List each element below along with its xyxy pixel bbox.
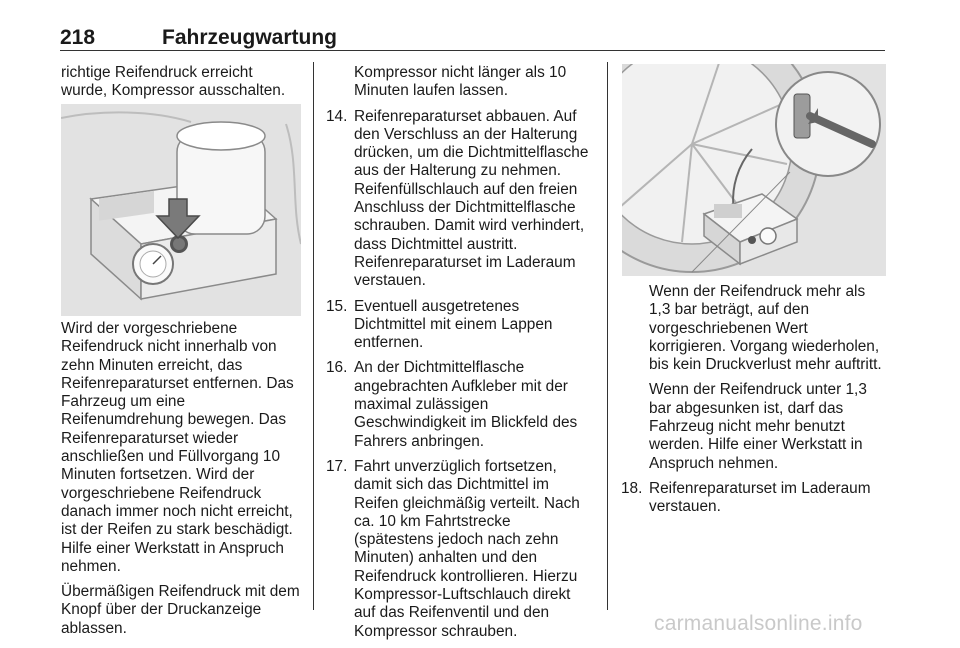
step-number: 18. bbox=[621, 479, 643, 497]
paragraph: Wenn der Reifendruck unter 1,3 bar abgesunken ist, darf das Fahrzeug nicht mehr benutzt werden. Hilfe einer Werkstatt in Anspruch nehmen. bbox=[649, 381, 867, 472]
page-number: 218 bbox=[60, 26, 96, 49]
list-item bbox=[621, 480, 885, 517]
list-item bbox=[326, 458, 592, 641]
column-divider-right bbox=[607, 62, 608, 610]
page-header bbox=[60, 26, 885, 56]
step-text: Eventuell ausgetretenes Dichtmittel mit einem Lappen entfernen. bbox=[354, 297, 553, 352]
list-item bbox=[326, 359, 592, 450]
compressor-figure bbox=[61, 104, 301, 316]
column-1-lower bbox=[61, 320, 301, 645]
step-text: Fahrt unverzüglich fortsetzen, damit sich das Dichtmittel im Reifen gleichmäßig verteilt. Nach ca. 10 km Fahrtstrecke (spätestens jedoch nach zehn Minuten) anhalten und den Reifendruck kontrollieren. Hierzu Kompressor-Luftschlauch direkt auf das Reifenventil und den Kompressor schrauben. bbox=[354, 457, 580, 640]
step-text: An der Dichtmittelflasche angebrachten Aufkleber mit der maximal zulässigen Geschwindigkeit im Blickfeld des Fahrers anbringen. bbox=[354, 359, 578, 450]
column-2 bbox=[326, 64, 592, 648]
step-number: 14. bbox=[326, 107, 348, 125]
step-list bbox=[326, 108, 592, 641]
paragraph: richtige Reifendruck erreicht wurde, Kompressor ausschalten. bbox=[61, 64, 286, 100]
column-divider-left bbox=[313, 62, 314, 610]
step-number: 15. bbox=[326, 297, 348, 315]
column-1 bbox=[61, 64, 301, 108]
paragraph: Wenn der Reifendruck mehr als 1,3 bar beträgt, auf den vorgeschriebenen Wert korrigieren. Vorgang wiederholen, bis kein Druckverlust mehr auftritt. bbox=[649, 283, 882, 374]
header-rule bbox=[60, 50, 885, 51]
step-number: 17. bbox=[326, 457, 348, 475]
paragraph: Wird der vorgeschriebene Reifendruck nicht innerhalb von zehn Minuten erreicht, das Reifenreparaturset entfernen. Das Fahrzeug um eine Reifenumdrehung bewegen. Das Reifenreparaturset wieder anschließen und Füllvorgang 10 Minuten fortsetzen. Wird der vorgeschriebene Reifendruck danach immer noch nicht erreicht, ist der Reifen zu stark beschädigt. Hilfe einer Werkstatt in Anspruch nehmen. bbox=[61, 320, 294, 575]
step-text: Reifenreparaturset im Laderaum verstauen. bbox=[649, 479, 871, 516]
step-text: Reifenreparaturset abbauen. Auf den Verschluss an der Halterung drücken, um die Dichtmittelflasche aus der Halterung zu nehmen. Reifenfüllschlauch auf den freien Anschluss der Dichtmittelflasche schrauben. Damit wird verhindert, dass Dichtmittel austritt. Reifenreparaturset im Laderaum verstauen. bbox=[354, 107, 589, 290]
step-list bbox=[621, 480, 885, 517]
paragraph: Kompressor nicht länger als 10 Minuten laufen lassen. bbox=[354, 64, 567, 100]
page-title: Fahrzeugwartung bbox=[162, 26, 338, 49]
list-item bbox=[326, 298, 592, 353]
tire-compressor-figure bbox=[622, 64, 886, 276]
paragraph: Übermäßigen Reifendruck mit dem Knopf über der Druckanzeige ablassen. bbox=[61, 583, 300, 637]
column-3 bbox=[621, 283, 885, 524]
list-item bbox=[326, 108, 592, 291]
step-number: 16. bbox=[326, 359, 348, 377]
watermark: carmanualsonline.info bbox=[654, 612, 863, 635]
